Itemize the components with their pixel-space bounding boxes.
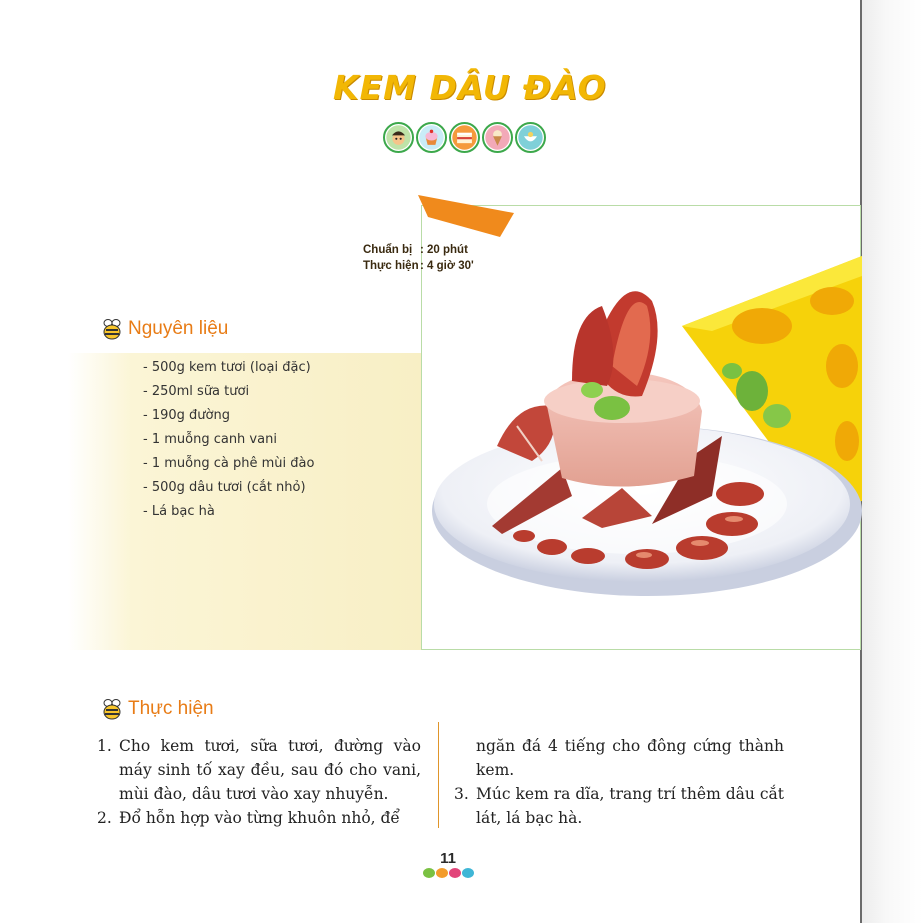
step-number: 2. [97,809,112,827]
prep-value: : 20 phút [420,244,468,256]
ingredients-title: Nguyên liệu [128,318,229,339]
ingredient-list [143,356,314,524]
step-text: Đổ hỗn hợp vào từng khuôn nhỏ, để [119,809,400,827]
category-icon-row [383,122,546,156]
step-text: Cho kem tươi, sữa tươi, đường vào máy sinh tố xay đều, sau đó cho vani, mùi đào, dâu tươi vào xay nhuyễn. [119,737,421,803]
cook-label: Thực hiện [363,260,419,272]
bee-icon [100,698,124,720]
ingredient-item: - 190g đường [143,408,230,423]
time-badge-text [363,242,474,274]
step-text: Múc kem ra dĩa, trang trí thêm dâu cắt lát, lá bạc hà. [476,785,784,827]
page-number-dots [423,868,474,878]
ingredient-item: - 500g kem tươi (loại đặc) [143,360,311,375]
ingredients-heading [100,318,228,340]
instruction-step [97,806,421,830]
blue-dot-icon [462,868,474,878]
instruction-step [454,782,784,830]
instruction-step [454,734,784,782]
cook-value: : 4 giờ 30' [420,260,474,272]
instruction-step [97,734,421,806]
orange-dot-icon [436,868,448,878]
ingredient-item: - 1 muỗng cà phê mùi đào [143,456,315,471]
step-number: 3. [454,785,469,803]
bowl-icon [515,122,546,153]
step-number [454,734,476,782]
ingredient-item: - 1 muỗng canh vani [143,432,277,447]
instructions-title: Thực hiện [128,698,214,719]
layer-cake-icon [449,122,480,153]
cupcake-icon [416,122,447,153]
column-divider [438,722,439,828]
prep-label: Chuẩn bị [363,244,413,256]
chef-kid-icon [383,122,414,153]
book-spine-shadow [861,0,923,923]
green-dot-icon [423,868,435,878]
bee-icon [100,318,124,340]
ice-cream-cone-icon [482,122,513,153]
instructions-left-column [97,734,421,830]
ingredient-item: - 500g dâu tươi (cắt nhỏ) [143,480,306,495]
ingredient-item: - Lá bạc hà [143,504,215,519]
instructions-heading [100,698,214,720]
ingredient-item: - 250ml sữa tươi [143,384,250,399]
recipe-title: KEM DÂU ĐÀO [333,68,607,107]
step-text: ngăn đá 4 tiếng cho đông cứng thành kem. [476,737,784,779]
page-number: 11 [440,850,456,867]
instructions-right-column [454,734,784,830]
pink-dot-icon [449,868,461,878]
step-number: 1. [97,737,112,755]
